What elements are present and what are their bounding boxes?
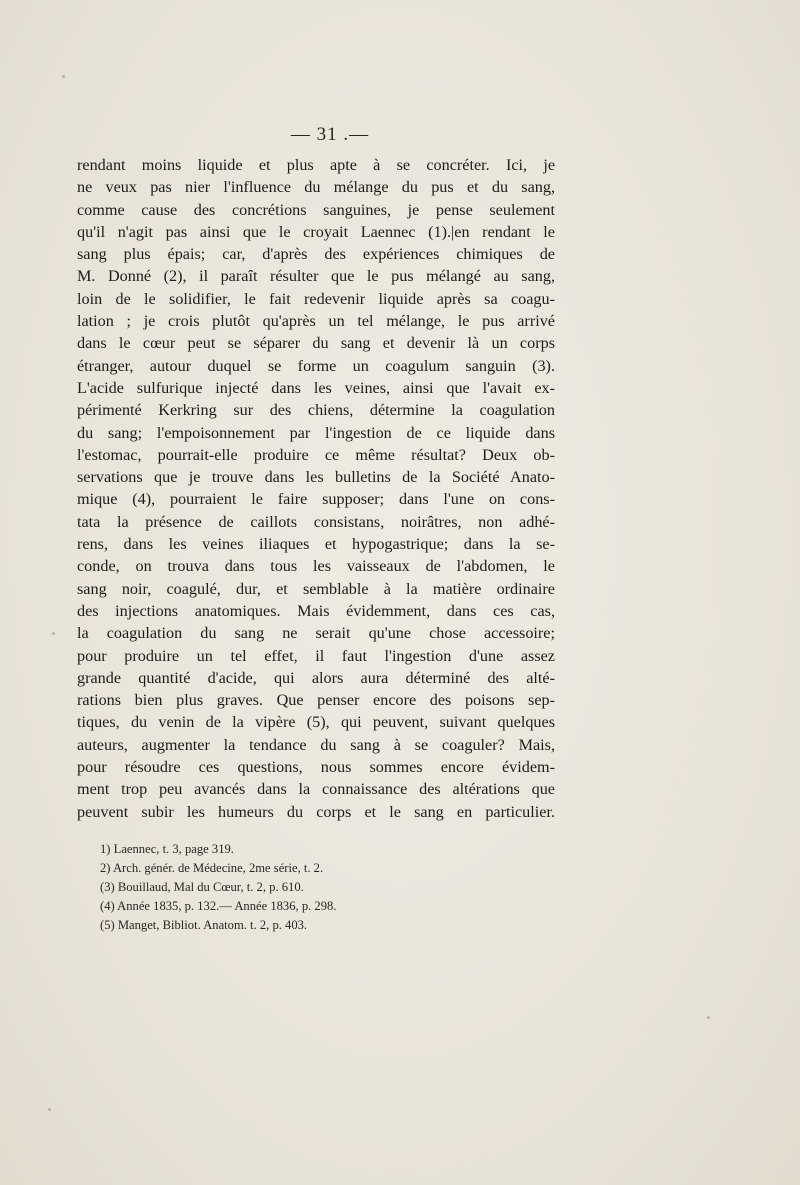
text-line: lation ; je crois plutôt qu'après un tel mélange, le pus arrivé xyxy=(77,312,555,331)
footnote: (3) Bouillaud, Mal du Cœur, t. 2, p. 610. xyxy=(100,880,304,894)
text-line: rens, dans les veines iliaques et hypogastrique; dans la se- xyxy=(77,535,555,554)
text-line: sang noir, coagulé, dur, et semblable à la matière ordinaire xyxy=(77,579,555,598)
text-line: conde, on trouva dans tous les vaisseaux de l'abdomen, le xyxy=(77,557,555,576)
text-line: étranger, autour duquel se forme un coagulum sanguin (3). xyxy=(77,356,555,375)
text-line: rendant moins liquide et plus apte à se concréter. Ici, je xyxy=(77,156,555,174)
text-line: dans le cœur peut se séparer du sang et devenir là un corps xyxy=(77,334,555,353)
footnote: (5) Manget, Bibliot. Anatom. t. 2, p. 403. xyxy=(100,918,308,932)
page-number: — 31 .— xyxy=(290,124,370,145)
footnotes xyxy=(100,840,560,935)
text-line: pour résoudre ces questions, nous sommes encore évidem- xyxy=(77,758,555,777)
paper-speck xyxy=(52,632,55,635)
text-line: pour produire un tel effet, il faut l'ingestion d'une assez xyxy=(77,646,555,665)
text-line: la coagulation du sang ne serait qu'une chose accessoire; xyxy=(77,624,555,643)
text-line: ne veux pas nier l'influence du mélange du pus et du sang, xyxy=(77,178,555,197)
text-line: du sang; l'empoisonnement par l'ingestion de ce liquide dans xyxy=(77,423,555,442)
text-line: servations que je trouve dans les bulletins de la Société Anato- xyxy=(77,468,555,487)
text-line: l'estomac, pourrait-elle produire ce même résultat? Deux ob- xyxy=(77,445,555,464)
footnote: 2) Arch. génér. de Médecine, 2me série, t. 2. xyxy=(100,861,324,875)
text-line: M. Donné (2), il paraît résulter que le pus mélangé au sang, xyxy=(77,267,555,286)
text-line: loin de le solidifier, le fait redevenir liquide après sa coagu- xyxy=(77,289,555,308)
paper-speck xyxy=(62,75,65,78)
text-line: mique (4), pourraient le faire supposer; dans l'une on cons- xyxy=(77,490,555,509)
text-line: auteurs, augmenter la tendance du sang à se coaguler? Mais, xyxy=(77,735,555,754)
text-line: des injections anatomiques. Mais évidemment, dans ces cas, xyxy=(77,601,555,620)
paper-speck xyxy=(707,1016,710,1019)
text-line: comme cause des concrétions sanguines, je pense seulement xyxy=(77,200,555,219)
text-line: rations bien plus graves. Que penser encore des poisons sep- xyxy=(77,691,555,710)
text-line: périmenté Kerkring sur des chiens, détermine la coagulation xyxy=(77,401,555,420)
paper-speck xyxy=(48,1108,51,1111)
text-line: ment trop peu avancés dans la connaissance des altérations que xyxy=(77,780,555,799)
text-line: tata la présence de caillots consistans, noirâtres, non adhé- xyxy=(77,512,555,531)
text-line: peuvent subir les humeurs du corps et le sang en particulier. xyxy=(77,802,555,821)
text-line: qu'il n'agit pas ainsi que le croyait Laennec (1).|en rendant le xyxy=(77,222,555,241)
text-line: tiques, du venin de la vipère (5), qui peuvent, suivant quelques xyxy=(77,713,555,732)
body-text xyxy=(77,154,555,823)
text-line: L'acide sulfurique injecté dans les veines, ainsi que l'avait ex- xyxy=(77,378,555,397)
footnote: (4) Année 1835, p. 132.— Année 1836, p. 298. xyxy=(100,899,337,913)
text-line: sang plus épais; car, d'après des expériences chimiques de xyxy=(77,245,555,264)
text-line: grande quantité d'acide, qui alors aura déterminé des alté- xyxy=(77,668,555,687)
footnote: 1) Laennec, t. 3, page 319. xyxy=(100,842,234,856)
